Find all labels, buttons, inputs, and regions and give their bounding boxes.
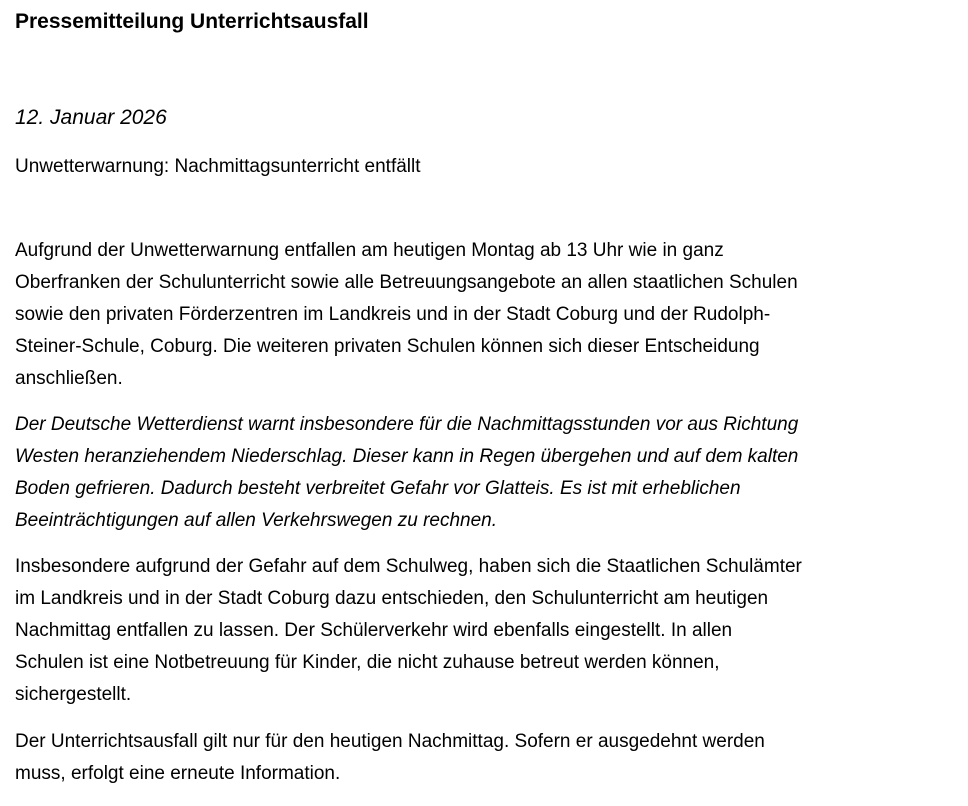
paragraph-duration-info	[15, 726, 935, 790]
paragraph-line: Insbesondere aufgrund der Gefahr auf dem Schulweg, haben sich die Staatlichen Schulämter	[15, 556, 802, 577]
document-title: Pressemitteilung Unterrichtsausfall	[15, 10, 369, 33]
paragraph-line: sowie den privaten Förderzentren im Landkreis und in der Stadt Coburg und der Rudolph-	[15, 304, 771, 325]
paragraph-line: im Landkreis und in der Stadt Coburg dazu entschieden, den Schulunterricht am heutigen	[15, 588, 769, 609]
paragraph-line: muss, erfolgt eine erneute Information.	[15, 763, 341, 784]
paragraph-school-decision	[15, 551, 935, 711]
paragraph-line: Westen heranziehendem Niederschlag. Dieser kann in Regen übergehen und auf dem kalten	[15, 446, 799, 467]
paragraph-line: Steiner-Schule, Coburg. Die weiteren privaten Schulen können sich dieser Entscheidung	[15, 336, 760, 357]
paragraph-line: Nachmittag entfallen zu lassen. Der Schülerverkehr wird ebenfalls eingestellt. In allen	[15, 620, 733, 641]
paragraph-line: Oberfranken der Schulunterricht sowie alle Betreuungsangebote an allen staatlichen Schulen	[15, 272, 798, 293]
paragraph-line: Boden gefrieren. Dadurch besteht verbreitet Gefahr vor Glatteis. Es ist mit erheblichen	[15, 478, 741, 499]
paragraph-line: Der Unterrichtsausfall gilt nur für den heutigen Nachmittag. Sofern er ausgedehnt werden	[15, 731, 765, 752]
paragraph-dwd-forecast	[15, 409, 935, 537]
paragraph-line: Beeinträchtigungen auf allen Verkehrswegen zu rechnen.	[15, 510, 498, 531]
paragraph-line: anschließen.	[15, 368, 123, 389]
paragraph-line: Aufgrund der Unwetterwarnung entfallen am heutigen Montag ab 13 Uhr wie in ganz	[15, 240, 724, 261]
paragraph-line: sichergestellt.	[15, 684, 132, 705]
paragraph-line: Schulen ist eine Notbetreuung für Kinder, die nicht zuhause betreut werden können,	[15, 652, 720, 673]
paragraph-line: Der Deutsche Wetterdienst warnt insbesondere für die Nachmittagsstunden vor aus Richtung	[15, 414, 799, 435]
release-date: 12. Januar 2026	[15, 106, 167, 129]
paragraph-weather-warning	[15, 235, 935, 395]
document-subtitle: Unwetterwarnung: Nachmittagsunterricht entfällt	[15, 156, 421, 177]
